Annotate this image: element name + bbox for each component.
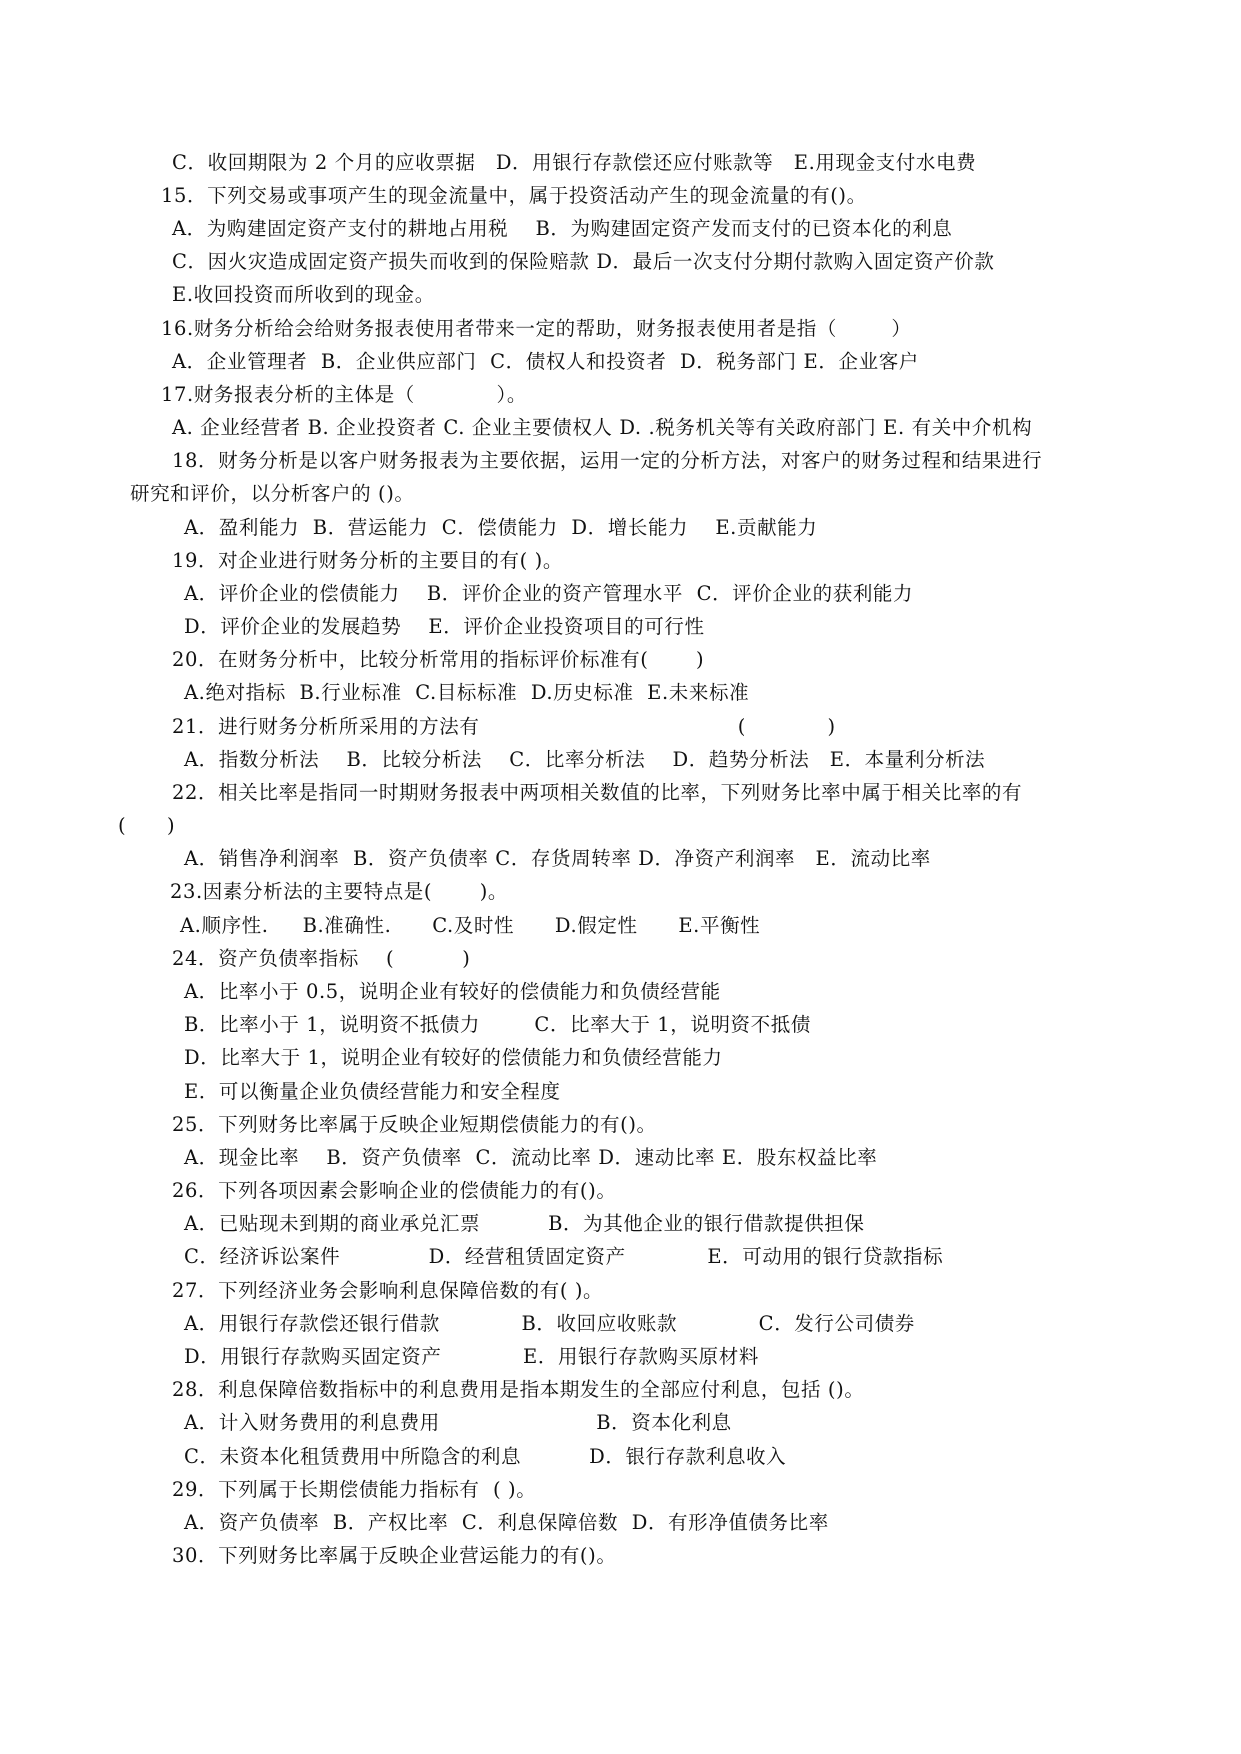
question-18-continued: 研究和评价，以分析客户的 ()。 xyxy=(130,482,415,505)
option-line: D．比率大于 1，说明企业有较好的偿债能力和负债经营能力 xyxy=(184,1046,723,1069)
option-line: C．经济诉讼案件 D．经营租赁固定资产 E．可动用的银行贷款指标 xyxy=(184,1245,944,1268)
option-line: D．用银行存款购买固定资产 E．用银行存款购买原材料 xyxy=(184,1345,759,1368)
question-22-continued: ( ) xyxy=(118,814,176,837)
text-line: C．收回期限为 2 个月的应收票据 D．用银行存款偿还应付账款等 E.用现金支付水电费 xyxy=(172,151,977,174)
question-27: 27．下列经济业务会影响利息保障倍数的有( )。 xyxy=(172,1279,604,1302)
option-line: B．比率小于 1，说明资不抵债力 C．比率大于 1，说明资不抵债 xyxy=(184,1013,811,1036)
option-line: C．因火灾造成固定资产损失而收到的保险赔款 D．最后一次支付分期付款购入固定资产价款 xyxy=(172,250,995,273)
question-16: 16.财务分析给会给财务报表使用者带来一定的帮助，财务报表使用者是指（ ） xyxy=(161,317,912,340)
question-17: 17.财务报表分析的主体是（ ）。 xyxy=(161,383,527,406)
question-21: 21．进行财务分析所采用的方法有 ( ) xyxy=(172,715,836,738)
option-line: E.收回投资而所收到的现金。 xyxy=(172,283,435,306)
question-22: 22．相关比率是指同一时期财务报表中两项相关数值的比率，下列财务比率中属于相关比率的有 xyxy=(172,781,1023,804)
question-28: 28．利息保障倍数指标中的利息费用是指本期发生的全部应付利息，包括 ()。 xyxy=(172,1378,865,1401)
question-25: 25．下列财务比率属于反映企业短期偿债能力的有()。 xyxy=(172,1113,657,1136)
option-line: D．评价企业的发展趋势 E．评价企业投资项目的可行性 xyxy=(184,615,705,638)
option-line: A．评价企业的偿债能力 B．评价企业的资产管理水平 C．评价企业的获利能力 xyxy=(184,582,914,605)
question-29: 29．下列属于长期偿债能力指标有 ( )。 xyxy=(172,1478,537,1501)
option-line: A.顺序性. B.准确性. C.及时性 D.假定性 E.平衡性 xyxy=(180,914,761,937)
question-30: 30．下列财务比率属于反映企业营运能力的有()。 xyxy=(172,1544,617,1567)
question-20: 20．在财务分析中，比较分析常用的指标评价标准有( ) xyxy=(172,648,705,671)
option-line: A．为购建固定资产支付的耕地占用税 B．为购建固定资产发而支付的已资本化的利息 xyxy=(172,217,953,240)
option-line: A．资产负债率 B．产权比率 C．利息保障倍数 D．有形净值债务比率 xyxy=(184,1511,829,1534)
option-line: A.绝对指标 B.行业标准 C.目标标准 D.历史标准 E.未来标准 xyxy=(184,681,750,704)
option-line: A．比率小于 0.5，说明企业有较好的偿债能力和负债经营能 xyxy=(184,980,721,1003)
option-line: E．可以衡量企业负债经营能力和安全程度 xyxy=(184,1080,561,1103)
option-line: A．盈利能力 B．营运能力 C．偿债能力 D．增长能力 E.贡献能力 xyxy=(184,516,818,539)
question-19: 19．对企业进行财务分析的主要目的有( )。 xyxy=(172,549,563,572)
option-line: A．企业管理者 B．企业供应部门 C．债权人和投资者 D．税务部门 E．企业客户 xyxy=(172,350,919,373)
option-line: A. 企业经营者 B. 企业投资者 C. 企业主要债权人 D. .税务机关等有关政府部门 E. 有关中介机构 xyxy=(172,416,1033,439)
option-line: A．销售净利润率 B．资产负债率 C．存货周转率 D．净资产利润率 E．流动比率 xyxy=(184,847,931,870)
option-line: A．用银行存款偿还银行借款 B．收回应收账款 C．发行公司债券 xyxy=(184,1312,915,1335)
option-line: A．计入财务费用的利息费用 B．资本化利息 xyxy=(184,1411,732,1434)
question-24: 24．资产负债率指标 ( ) xyxy=(172,947,471,970)
option-line: A．已贴现未到期的商业承兑汇票 B．为其他企业的银行借款提供担保 xyxy=(184,1212,865,1235)
question-15: 15．下列交易或事项产生的现金流量中，属于投资活动产生的现金流量的有()。 xyxy=(161,184,867,207)
option-line: C．未资本化租赁费用中所隐含的利息 D．银行存款利息收入 xyxy=(184,1445,787,1468)
option-line: A．指数分析法 B．比较分析法 C．比率分析法 D．趋势分析法 E．本量利分析法 xyxy=(184,748,986,771)
question-18: 18．财务分析是以客户财务报表为主要依据，运用一定的分析方法，对客户的财务过程和结果进行 xyxy=(172,449,1043,472)
option-line: A．现金比率 B．资产负债率 C．流动比率 D．速动比率 E．股东权益比率 xyxy=(184,1146,878,1169)
question-23: 23.因素分析法的主要特点是( )。 xyxy=(170,880,509,903)
question-26: 26．下列各项因素会影响企业的偿债能力的有()。 xyxy=(172,1179,617,1202)
